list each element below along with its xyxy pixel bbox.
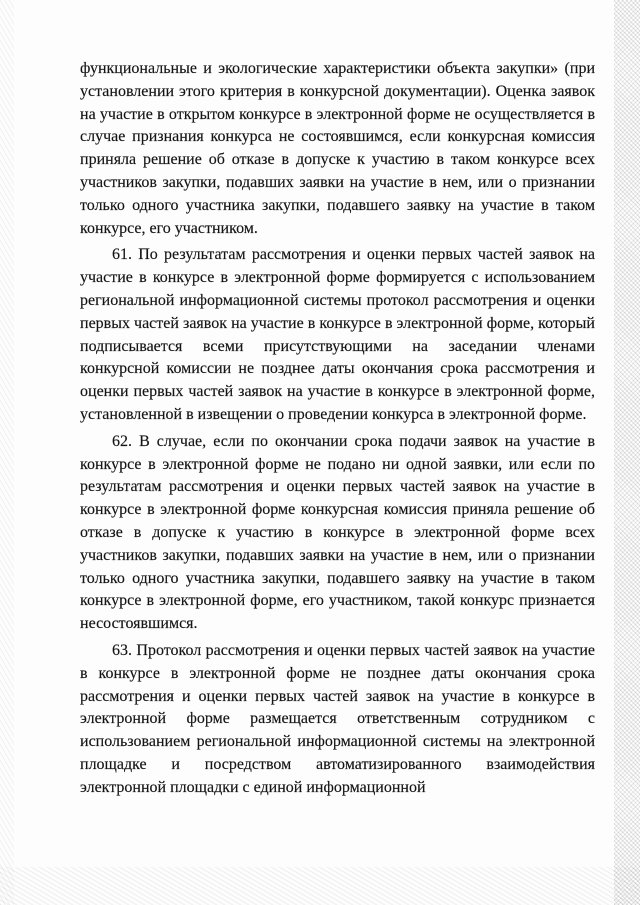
scan-edge-right xyxy=(614,0,640,905)
document-body xyxy=(80,58,595,804)
scan-edge-left xyxy=(0,0,14,905)
paragraph-63: 63. Протокол рассмотрения и оценки первых частей заявок на участие в конкурсе в электронной форме не позднее даты окончания срока рассмотрения и оценки первых частей заявок на участие в конкурсе в электронной форме размещается ответственным сотрудником с использованием региональной информационной системы на электронной площадке и посредством автоматизированного взаимодействия электронной площадки с единой информационной xyxy=(80,641,595,796)
paragraph-61: 61. По результатам рассмотрения и оценки первых частей заявок на участие в конкурсе в электронной форме формируется с использованием региональной информационной системы протокол рассмотрения и оценки первых частей заявок на участие в конкурсе в электронной форме, который подписывается всеми присутствующими на заседании членами конкурсной комиссии не позднее даты окончания срока рассмотрения и оценки первых частей заявок на участие в конкурсе в электронной форме, установленной в извещении о проведении конкурса в электронной форме. xyxy=(80,246,595,423)
paragraph-62: 62. В случае, если по окончании срока подачи заявок на участие в конкурсе в электронной форме не подано ни одной заявки, или если по результатам рассмотрения и оценки первых частей заявок на участие в конкурсе в электронной форме конкурсная комиссия приняла решение об отказе в допуске к участию в конкурсе в электронной форме всех участников закупки, подавших заявки на участие в нем, или о признании только одного участника закупки, подавшего заявку на участие в таком конкурсе в электронной форме, его участником, такой конкурс признается несостоявшимся. xyxy=(80,432,595,633)
scan-edge-bottom xyxy=(0,867,640,905)
paragraph-continuation: функциональные и экологические характеристики объекта закупки» (при установлении этого критерия в конкурсной документации). Оценка заявок на участие в открытом конкурсе в электронной форме не осуществляется в случае признания конкурса не состоявшимся, если конкурсная комиссия приняла решение об отказе в допуске к участию в таком конкурсе всех участников закупки, подавших заявки на участие в нем, или о признании только одного участника закупки, подавшего заявку на участие в таком конкурсе, его участником. xyxy=(80,60,595,237)
